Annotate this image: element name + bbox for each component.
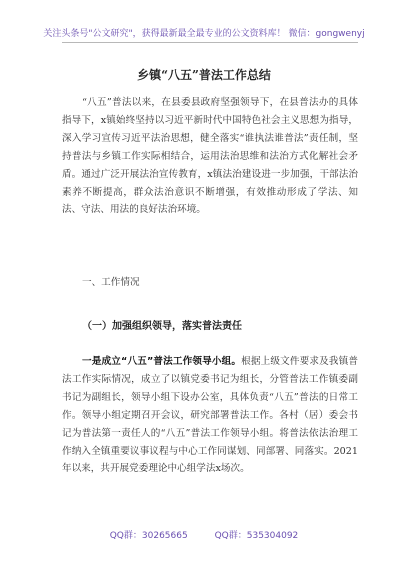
header-banner: 关注头条号"公文研究"，获得最新最全最专业的公文资料库！ 微信：gongwenyj [43,29,365,39]
section-heading: 一、工作情况 [82,277,140,288]
item-lead: 一是成立“八五”普法工作领导小组。 [82,356,242,367]
intro-paragraph: “八五”普法以来，在县委县政府坚强领导下，在县普法办的具体指导下，x镇始终坚持以习近平新时代中国特色社会主义思想为指导，深入学习宣传习近平法治思想，健全落实“谁执法谁普法”责任制，坚持普法与乡镇工作实际相结合，运用法治思维和法治方式化解社会矛盾。通过广泛开展法治宣传教育，x镇法治建设进一步加强，干部法治素养不断提高，群众法治意识不断增强，有效推动形成了学法、知法、守法、用法的良好法治环境。 [62,97,358,216]
item-paragraph [62,353,358,478]
footer-qq-group-2: QQ群：535304092 [214,531,299,541]
footer-qq-group-1: QQ群：30265665 [109,531,188,541]
document-title: 乡镇“八五”普法工作总结 [137,68,271,82]
footer-contact [0,528,408,541]
item-body: 根据上级文件要求及我镇普法工作实际情况，成立了以镇党委书记为组长，分管普法工作镇委副书记为副组长，领导小组下设办公室，具体负责“八五”普法的日常工作。领导小组定期召开会议，研究部署普法工作。各村（居）委会书记为普法第一责任人的“八五”普法工作领导小组。将普法依法治理工作纳入全镇重要议事议程与中心工作同谋划、同部署、同落实。2021年以来，共开展党委理论中心组学法x场次。 [62,356,358,475]
header-divider [62,42,358,43]
sub-heading: （一）加强组织领导，落实普法责任 [82,321,242,332]
